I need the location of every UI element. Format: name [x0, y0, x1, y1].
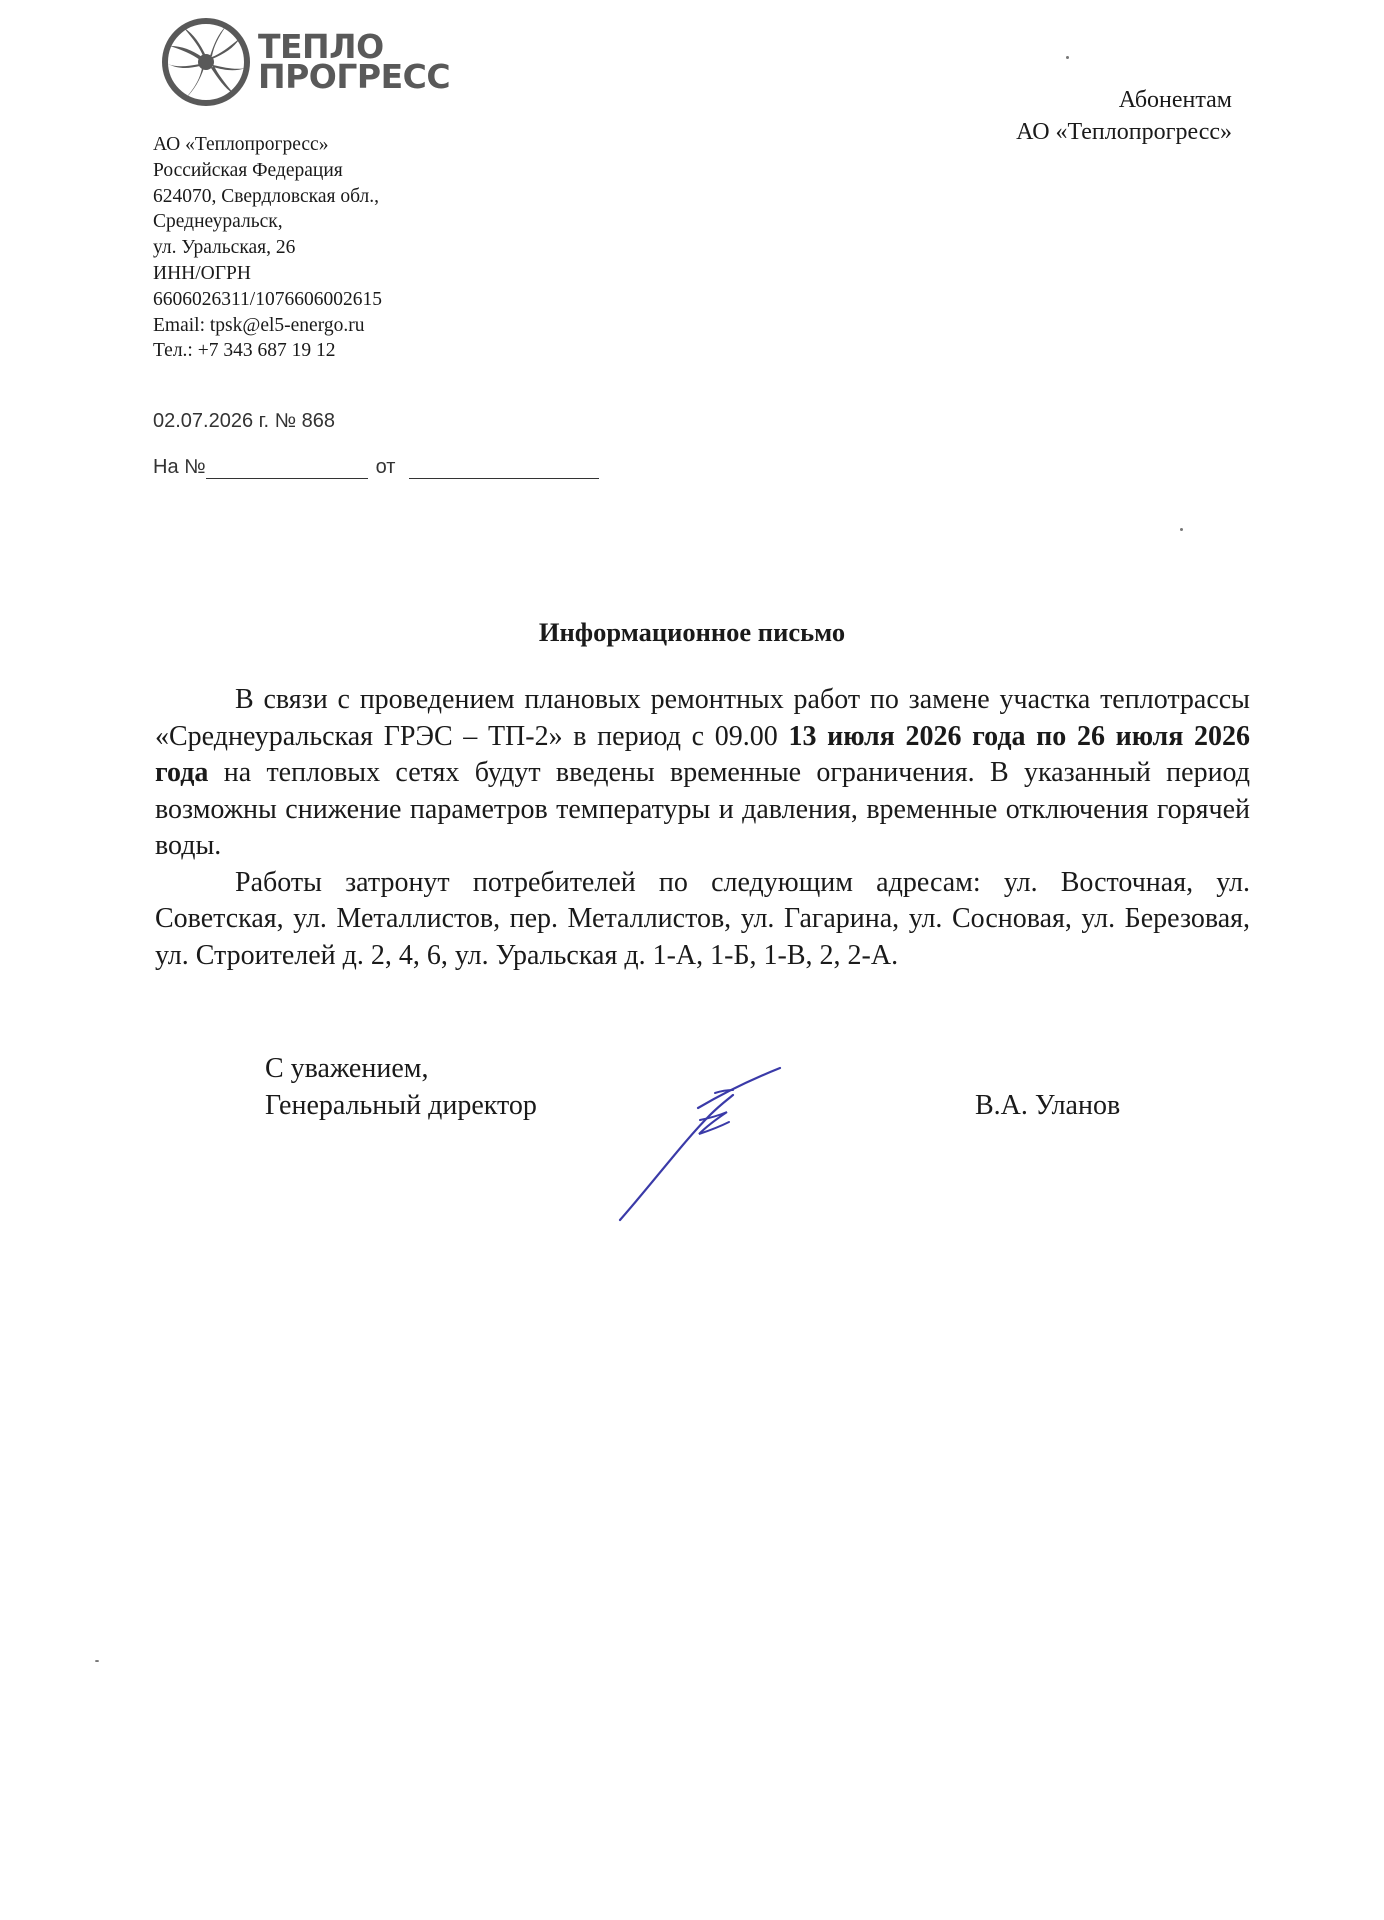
recipient-line-1: Абонентам: [1118, 87, 1232, 113]
reply-reference-row: [153, 456, 599, 479]
handwritten-signature: [615, 1060, 840, 1235]
company-logo: [160, 16, 480, 106]
document-title: Информационное письмо: [538, 617, 846, 647]
recipient-block: [1016, 84, 1232, 148]
scan-speck: [1066, 56, 1069, 59]
reply-number-label: На №: [153, 456, 206, 478]
p1-period-bold: 13 июля 2026 года по 26 июля 2026 года: [155, 720, 1251, 788]
body-paragraph-1: [155, 682, 1250, 865]
sender-line: 6606026311/1076606002615: [153, 288, 382, 310]
sender-email: Email: tpsk@el5-energo.ru: [153, 314, 365, 336]
sender-line: 624070, Свердловская обл.,: [153, 185, 379, 207]
recipient-line-2: АО «Теплопрогресс»: [1016, 119, 1232, 145]
logo-line-2: ПРОГРЕСС: [258, 57, 451, 96]
logo-line-1: ТЕПЛО: [258, 27, 384, 66]
sender-phone: Тел.: +7 343 687 19 12: [153, 340, 336, 362]
p1-text-end: на тепловых сетях будут введены временные ограничения. В указанный период возможны снижение параметров температуры и давления, временные отключения горячей воды.: [155, 757, 1250, 861]
reply-number-blank: [206, 456, 368, 479]
logo-wordmark: [258, 27, 451, 96]
scan-speck: [1180, 528, 1183, 531]
sender-line: ул. Уральская, 26: [153, 237, 296, 259]
signer-position: Генеральный директор: [265, 1090, 537, 1121]
letter-body: [155, 682, 1250, 974]
sender-address-block: [153, 132, 473, 364]
sender-line: Российская Федерация: [153, 159, 343, 181]
turbine-logo-icon: [160, 16, 252, 108]
reply-date-label: от: [375, 456, 396, 478]
scan-speck: [95, 1660, 99, 1662]
p1-text-start: В связи с проведением плановых ремонтных работ по замене участка теплотрассы «Среднеуральская ГРЭС – ТП-2» в период с 09.00: [155, 684, 1250, 752]
outgoing-number: 02.07.2026 г. № 868: [153, 410, 336, 432]
sender-line: ИНН/ОГРН: [153, 262, 251, 284]
closing-block: [265, 1050, 537, 1124]
signer-name: В.А. Уланов: [975, 1090, 1121, 1121]
reply-date-blank: [409, 456, 599, 479]
sender-line: АО «Теплопрогресс»: [153, 134, 329, 155]
sender-line: Среднеуральск,: [153, 211, 283, 233]
closing-regards: С уважением,: [265, 1053, 429, 1084]
body-paragraph-2: Работы затронут потребителей по следующим адресам: ул. Восточная, ул. Советская, ул. Металлистов, пер. Металлистов, ул. Гагарина, ул. Сосновая, ул. Березовая, ул. Строителей д. 2, 4, 6, ул. Уральская д. 1-А, 1-Б, 1-В, 2, 2-А.: [155, 866, 1250, 971]
